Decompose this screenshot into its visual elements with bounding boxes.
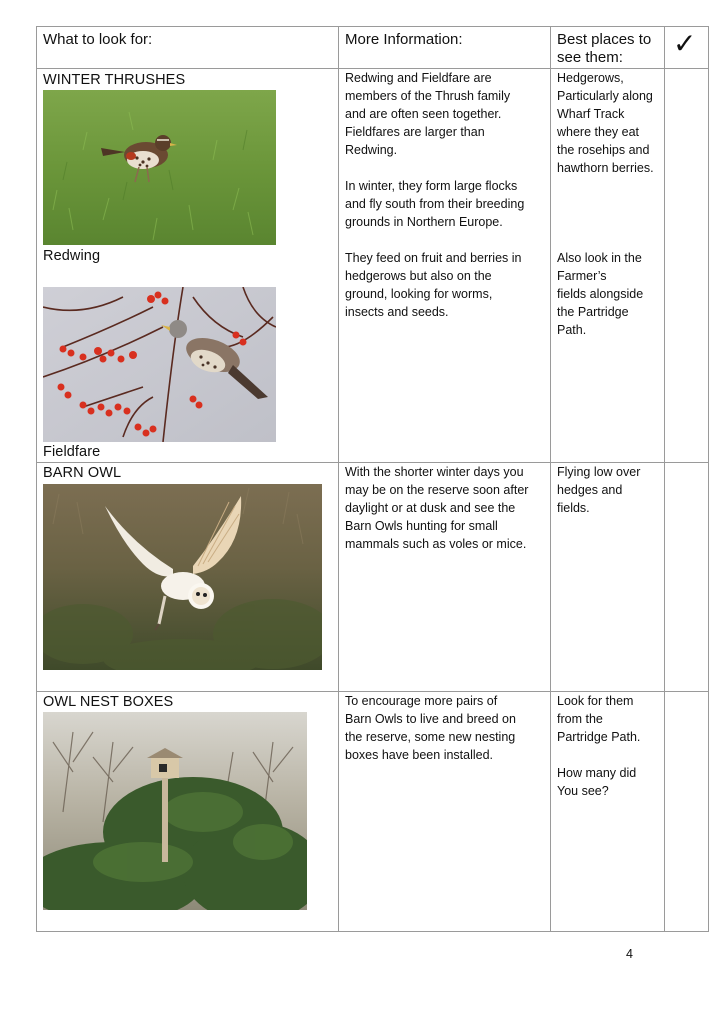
place-line: hawthorn berries. [557, 161, 654, 175]
row-title-owl-nest-boxes: OWL NEST BOXES [43, 694, 174, 710]
info-line: To encourage more pairs of [345, 694, 498, 708]
header-best-places-line1: Best places to [557, 31, 652, 48]
spacer [557, 746, 662, 764]
info-line: daylight or at dusk and see the [345, 501, 516, 515]
row-title-winter-thrushes: WINTER THRUSHES [43, 72, 186, 88]
place-line: hedges and [557, 483, 623, 497]
info-line: hedgerows but also on the [345, 269, 492, 283]
wildlife-checklist-table [36, 26, 709, 932]
owl-nest-box-photo [43, 712, 307, 910]
info-line: Barn Owls to live and breed on [345, 712, 516, 726]
boxes-places-text [557, 692, 662, 800]
info-line: Barn Owls hunting for small [345, 519, 498, 533]
spacer [557, 177, 667, 249]
info-line: Fieldfares are larger than [345, 125, 485, 139]
header-what-to-look-for: What to look for: [43, 31, 153, 48]
header-more-information: More Information: [345, 31, 463, 48]
place-line: How many did [557, 766, 637, 780]
info-line: Redwing. [345, 143, 398, 157]
spacer [345, 231, 545, 249]
place-line: where they eat [557, 125, 639, 139]
info-line: Redwing and Fieldfare are [345, 71, 492, 85]
barn-owl-photo [43, 484, 322, 670]
info-line: and are often seen together. [345, 107, 502, 121]
info-line: may be on the reserve soon after [345, 483, 529, 497]
place-line: Path. [557, 323, 587, 337]
place-line: Hedgerows, [557, 71, 624, 85]
caption-fieldfare: Fieldfare [43, 444, 101, 460]
column-divider [550, 27, 551, 931]
info-line: They feed on fruit and berries in [345, 251, 522, 265]
place-line: Wharf Track [557, 107, 625, 121]
info-line: mammals such as voles or mice. [345, 537, 527, 551]
info-line: With the shorter winter days you [345, 465, 524, 479]
header-best-places-line2: see them: [557, 49, 623, 66]
fieldfare-photo [43, 287, 276, 442]
owl-info-text [345, 463, 550, 553]
checkmark-icon: ✓ [673, 27, 697, 60]
info-line: the reserve, some new nesting [345, 730, 516, 744]
place-line: from the [557, 712, 603, 726]
place-line: You see? [557, 784, 609, 798]
place-line: fields alongside [557, 287, 644, 301]
info-line: insects and seeds. [345, 305, 449, 319]
boxes-info-text [345, 692, 550, 764]
spacer [345, 159, 545, 177]
place-line: Farmer’s [557, 269, 607, 283]
redwing-photo [43, 90, 276, 245]
place-line: Look for them [557, 694, 634, 708]
info-line: grounds in Northern Europe. [345, 215, 503, 229]
place-line: the Partridge [557, 305, 629, 319]
info-line: ground, looking for worms, [345, 287, 493, 301]
thrushes-places-text [557, 69, 667, 339]
row-title-barn-owl: BARN OWL [43, 465, 122, 481]
info-line: and fly south from their breeding [345, 197, 525, 211]
info-line: boxes have been installed. [345, 748, 494, 762]
caption-redwing: Redwing [43, 248, 101, 264]
owl-places-text [557, 463, 662, 517]
place-line: the rosehips and [557, 143, 650, 157]
place-line: Also look in the [557, 251, 642, 265]
info-line: In winter, they form large flocks [345, 179, 518, 193]
page-number: 4 [626, 947, 633, 961]
place-line: Particularly along [557, 89, 653, 103]
thrushes-info-text [345, 69, 545, 321]
place-line: fields. [557, 501, 590, 515]
column-divider [338, 27, 339, 931]
place-line: Flying low over [557, 465, 641, 479]
info-line: members of the Thrush family [345, 89, 511, 103]
place-line: Partridge Path. [557, 730, 641, 744]
